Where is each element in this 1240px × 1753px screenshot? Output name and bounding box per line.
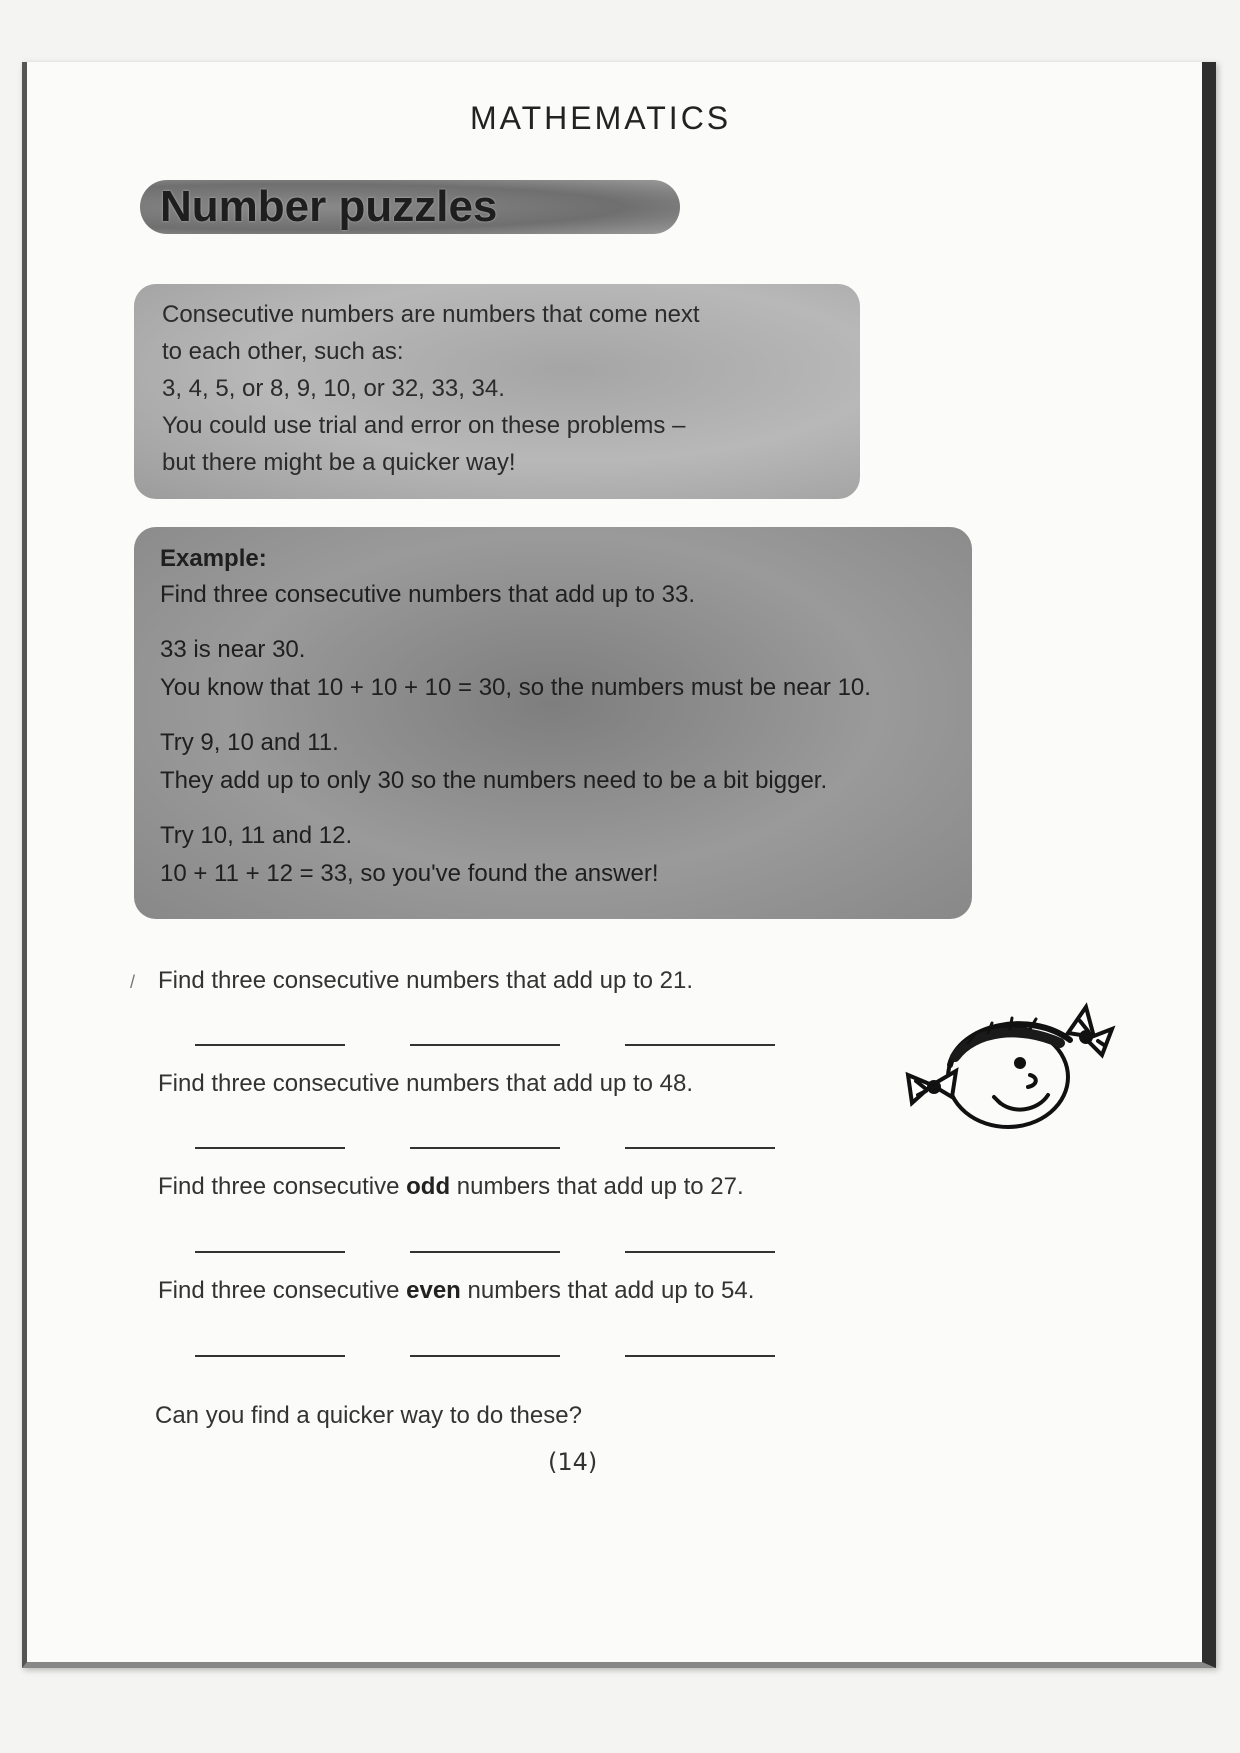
- page-header: MATHEMATICS: [470, 100, 732, 136]
- question-3: [158, 1173, 744, 1201]
- question-text: Find three consecutive: [158, 1277, 407, 1304]
- question-text: Find three consecutive: [158, 967, 407, 994]
- answer-blank[interactable]: [410, 1044, 560, 1046]
- example-step: Try 9, 10 and 11.: [160, 729, 339, 756]
- info-line: You could use trial and error on these problems –: [162, 412, 686, 439]
- answer-blank[interactable]: [625, 1251, 775, 1253]
- example-step: 10 + 11 + 12 = 33, so you've found the answer!: [160, 860, 659, 887]
- info-line: to each other, such as:: [162, 338, 404, 365]
- answer-blank[interactable]: [625, 1355, 775, 1357]
- question-1: [158, 967, 693, 995]
- question-text: Find three consecutive: [158, 1173, 407, 1200]
- info-line: 3, 4, 5, or 8, 9, 10, or 32, 33, 34.: [162, 375, 505, 402]
- answer-blank[interactable]: [410, 1147, 560, 1149]
- girl-face-illustration: [880, 985, 1120, 1145]
- answer-blank[interactable]: [625, 1044, 775, 1046]
- question-4: [158, 1277, 754, 1305]
- info-text: [162, 296, 852, 481]
- info-line: but there might be a quicker way!: [162, 449, 516, 476]
- answer-blank[interactable]: [410, 1355, 560, 1357]
- example-heading: Example:: [160, 545, 267, 572]
- answer-blank[interactable]: [195, 1355, 345, 1357]
- question-text: numbers that add up to 48.: [406, 1070, 694, 1097]
- answer-blank[interactable]: [195, 1147, 345, 1149]
- question-text: numbers that add up to 54.: [460, 1277, 755, 1304]
- page-number: (14): [548, 1448, 598, 1476]
- example-step: They add up to only 30 so the numbers need to be a bit bigger.: [160, 767, 828, 794]
- question-text: Find three consecutive: [158, 1070, 407, 1097]
- info-line: Consecutive numbers are numbers that come next: [162, 301, 700, 328]
- question-2: [158, 1070, 693, 1098]
- example-step: You know that 10 + 10 + 10 = 30, so the numbers must be near 10.: [160, 674, 871, 701]
- answer-blank[interactable]: [195, 1251, 345, 1253]
- answer-blank[interactable]: [625, 1147, 775, 1149]
- question-emphasis: odd: [406, 1173, 451, 1200]
- question-text: numbers that add up to 27.: [450, 1173, 744, 1200]
- answer-blank[interactable]: [195, 1044, 345, 1046]
- example-step: 33 is near 30.: [160, 636, 306, 663]
- margin-mark: /: [130, 972, 136, 992]
- question-emphasis: even: [406, 1277, 461, 1304]
- closing-question: Can you find a quicker way to do these?: [155, 1402, 582, 1429]
- page-title: Number puzzles: [160, 182, 498, 231]
- answer-blank[interactable]: [410, 1251, 560, 1253]
- example-prompt: Find three consecutive numbers that add up to 33.: [160, 581, 695, 608]
- example-step: Try 10, 11 and 12.: [160, 822, 353, 849]
- question-text: numbers that add up to 21.: [406, 967, 694, 994]
